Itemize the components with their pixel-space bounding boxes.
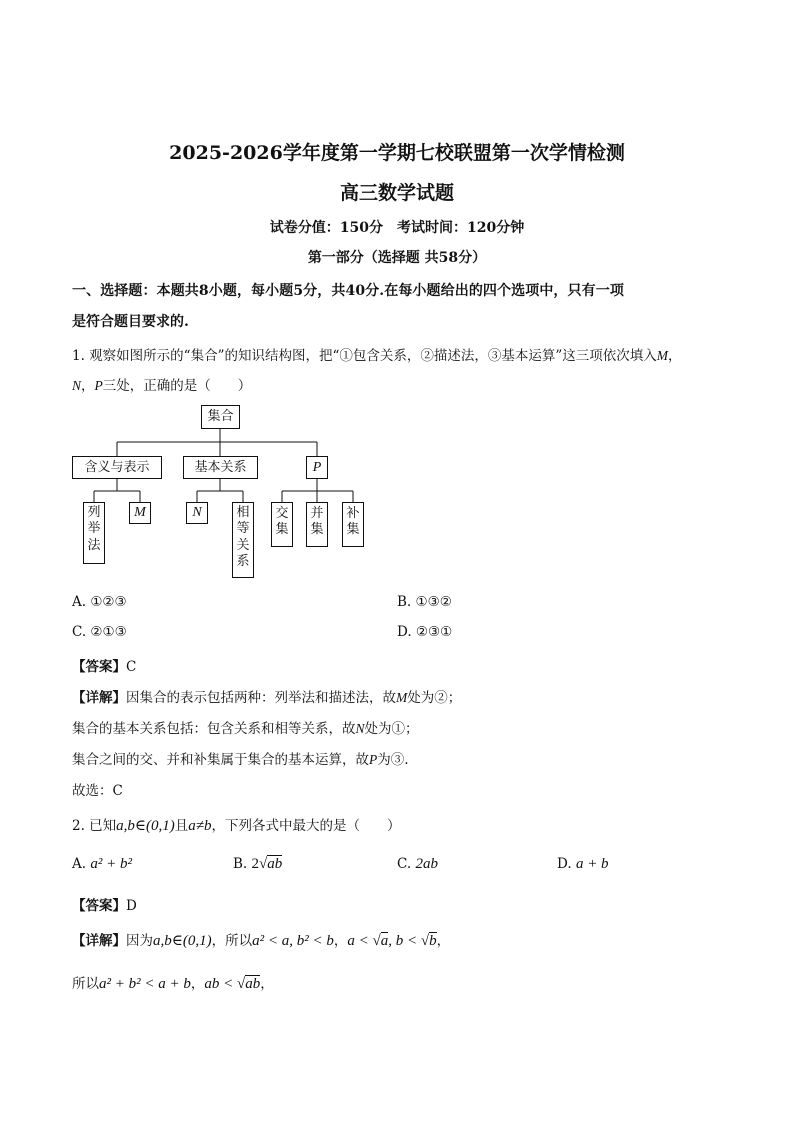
q1-option-b: B. ①③② xyxy=(397,594,452,610)
diagram-leaf-equality xyxy=(232,502,254,578)
option-label: C. xyxy=(397,856,412,872)
detail-text: 所以 xyxy=(72,976,99,992)
diagram-leaf-n: N xyxy=(186,502,208,524)
q1-stem-text: 1. 观察如图所示的“集合”的知识结构图，把“①包含关系，②描述法，③基本运算”这三项依次填入 xyxy=(72,348,657,364)
leaf-char: 等 xyxy=(236,521,250,537)
q2-detail-line1: 【详解】因为a,b∈(0,1)，所以a² < a, b² < b，a < √a, b < √b， xyxy=(72,933,451,949)
q1-stem-var-p: P xyxy=(94,378,103,393)
exam-title: 2025-2026学年度第一学期七校联盟第一次学情检测 xyxy=(169,142,625,164)
leaf-char: 列 xyxy=(87,505,101,520)
detail-text: 处为①； xyxy=(364,721,419,737)
detail-var: M xyxy=(396,690,408,705)
option-label: A. xyxy=(72,856,87,872)
option-radicand: ab xyxy=(267,856,283,872)
q1-answer xyxy=(72,655,136,675)
detail-var: P xyxy=(369,752,378,767)
q2-stem-text: 且 xyxy=(174,818,189,834)
option-label: D. xyxy=(557,856,572,872)
detail-radicand: ab xyxy=(245,976,261,992)
detail-label: 【详解】 xyxy=(72,690,126,706)
detail-var: N xyxy=(355,721,365,736)
answer-label: 【答案】 xyxy=(72,659,126,675)
diagram-leaf-complement xyxy=(342,502,364,547)
q1-detail-line1 xyxy=(72,686,461,706)
leaf-char: 系 xyxy=(236,553,250,569)
leaf-char: 并 xyxy=(310,506,324,521)
answer-value: D xyxy=(126,898,137,914)
q1-stem-rest: 三处，正确的是（ ） xyxy=(102,378,252,394)
detail-text: 集合的基本关系包括：包含关系和相等关系，故 xyxy=(72,721,356,737)
detail-text: ，所以 xyxy=(211,933,253,949)
detail-math: a² < a, b² < b xyxy=(252,933,334,949)
diagram-node-meaning: 含义与表示 xyxy=(72,456,162,479)
option-math: a + b xyxy=(575,856,609,872)
q1-option-c: C. ②①③ xyxy=(72,624,127,640)
q2-stem-text: ，下列各式中最大的是（ ） xyxy=(211,818,401,834)
detail-text: 处为②； xyxy=(407,690,462,706)
q1-stem-var-n: N xyxy=(72,378,82,393)
leaf-char: 集 xyxy=(310,522,324,538)
leaf-char: 关 xyxy=(236,537,250,553)
detail-math: a,b∈(0,1) xyxy=(153,933,212,949)
diagram-leaf-union xyxy=(306,502,328,547)
option-math: 2ab xyxy=(415,856,438,872)
q1-stem-var-m: M xyxy=(656,348,669,363)
leaf-char: 举 xyxy=(87,521,101,537)
detail-text: ， xyxy=(260,976,274,992)
q1-option-a: A. ①②③ xyxy=(72,594,127,610)
q2-option-c xyxy=(397,856,438,873)
detail-math: ab < xyxy=(204,976,237,992)
answer-value: C xyxy=(126,659,137,675)
q2-stem xyxy=(72,814,401,835)
leaf-char: 补 xyxy=(346,506,360,521)
detail-radicand: b xyxy=(429,933,437,949)
q2-option-d xyxy=(557,856,609,873)
detail-text: 因为 xyxy=(126,933,153,949)
detail-text: ， xyxy=(190,976,205,992)
q2-answer xyxy=(72,894,137,914)
q2-stem-math: a≠b xyxy=(188,818,212,834)
q1-stem-sep: ， xyxy=(81,378,95,394)
detail-text: 集合之间的交、并和补集属于集合的基本运算，故 xyxy=(72,752,369,768)
q1-detail-line2 xyxy=(72,717,419,737)
detail-text: 因集合的表示包括两种：列举法和描述法，故 xyxy=(126,690,396,706)
detail-label: 【详解】 xyxy=(72,933,126,949)
leaf-char: 集 xyxy=(346,522,360,538)
detail-text: ， xyxy=(436,933,451,949)
option-label: B. xyxy=(233,856,248,872)
q1-option-d: D. ②③① xyxy=(397,624,453,640)
diagram-node-p: P xyxy=(306,456,328,479)
detail-text: 为③. xyxy=(377,752,409,768)
diagram-leaf-m: M xyxy=(129,502,151,524)
part-heading: 第一部分（选择题 共58分） xyxy=(307,250,487,266)
detail-text: ， xyxy=(333,933,348,949)
q1-conclusion: 故选：C xyxy=(72,783,123,799)
detail-math: a < xyxy=(347,933,373,949)
q2-option-b: B. 2√ab xyxy=(233,856,283,872)
leaf-char: 相 xyxy=(236,505,250,520)
q2-detail-line2: 所以a² + b² < a + b，ab < √ab， xyxy=(72,976,274,992)
detail-math: a² + b² < a + b xyxy=(99,976,191,992)
q2-option-a xyxy=(72,856,132,873)
leaf-char: 法 xyxy=(87,537,101,553)
leaf-char: 交 xyxy=(275,506,289,521)
option-math: 2 xyxy=(251,856,260,872)
q1-detail-line3 xyxy=(72,748,409,768)
q2-stem-math: a,b∈(0,1) xyxy=(116,818,175,834)
exam-subtitle: 高三数学试题 xyxy=(339,182,454,204)
option-math: a² + b² xyxy=(90,856,132,872)
diagram-root-node: 集合 xyxy=(201,405,240,429)
diagram-leaf-enumeration xyxy=(83,502,105,564)
diagram-node-relations: 基本关系 xyxy=(183,456,258,479)
q1-stem-comma: ， xyxy=(668,348,682,364)
detail-math: , b < xyxy=(388,933,421,949)
exam-info: 试卷分值：150分 考试时间：120分钟 xyxy=(269,220,525,236)
detail-radicand: a xyxy=(380,933,389,949)
answer-label: 【答案】 xyxy=(72,898,126,914)
diagram-leaf-intersection xyxy=(271,502,293,547)
section-heading-line1: 一、选择题：本题共8小题，每小题5分，共40分.在每小题给出的四个选项中，只有一项 xyxy=(72,283,624,299)
section-heading-line2: 是符合题目要求的. xyxy=(72,314,189,330)
q2-stem-text: 2. 已知 xyxy=(72,818,117,834)
leaf-char: 集 xyxy=(275,522,289,538)
